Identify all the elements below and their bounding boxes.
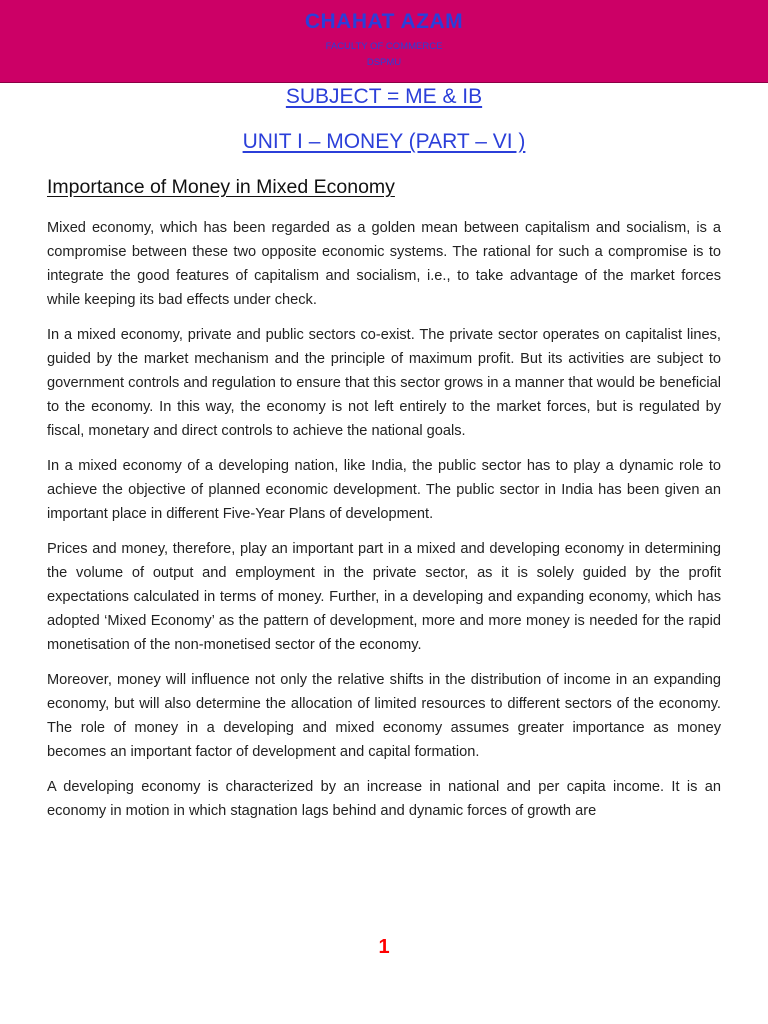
paragraph: Moreover, money will influence not only the relative shifts in the distribution of income in an expanding economy, but will also determine the allocation of limited resources to different sectors of the economy. The role of money in a developing and mixed economy assumes greater importance as money becomes an important factor of development and capital formation. [47,672,721,760]
author-university: DSPMU [366,57,402,68]
author-name: CHAHAT AZAM [304,10,464,33]
paragraph: Mixed economy, which has been regarded as a golden mean between capitalism and socialism, is a compromise between these two opposite economic systems. The rational for such a compromise is to integrate the good features of capitalism and socialism, i.e., to take advantage of the market forces while keeping its bad effects under check. [47,220,721,308]
paragraph: In a mixed economy of a developing nation, like India, the public sector has to play a dynamic role to achieve the objective of planned economic development. The public sector in India has been given an important place in different Five-Year Plans of development. [47,458,721,522]
paragraph: A developing economy is characterized by an increase in national and per capita income. It is an economy in motion in which stagnation lags behind and dynamic forces of growth are [47,779,721,819]
unit-title: UNIT I – MONEY (PART – VI ) [242,130,526,153]
author-department: FACULTY OF COMMERCE [325,41,443,52]
paragraph: In a mixed economy, private and public sectors co-exist. The private sector operates on capitalist lines, guided by the market mechanism and the principle of maximum profit. But its activities are subject to government controls and regulation to ensure that this sector grows in a manner that would be beneficial to the economy. In this way, the economy is not left entirely to the market forces, but is regulated by fiscal, monetary and direct controls to achieve the national goals. [47,327,721,439]
body-text [47,216,721,834]
header-band [0,0,768,83]
paragraph: Prices and money, therefore, play an important part in a mixed and developing economy in determining the volume of output and employment in the private sector, as it is solely guided by the profit expectations calculated in terms of money. Further, in a developing and expanding economy, which has adopted ‘Mixed Economy’ as the pattern of development, more and more money is needed for the rapid monetisation of the non-monetised sector of the economy. [47,541,721,653]
page-number: 1 [378,936,390,958]
subject-title: SUBJECT = ME & IB [285,85,483,108]
section-heading: Importance of Money in Mixed Economy [47,176,395,198]
